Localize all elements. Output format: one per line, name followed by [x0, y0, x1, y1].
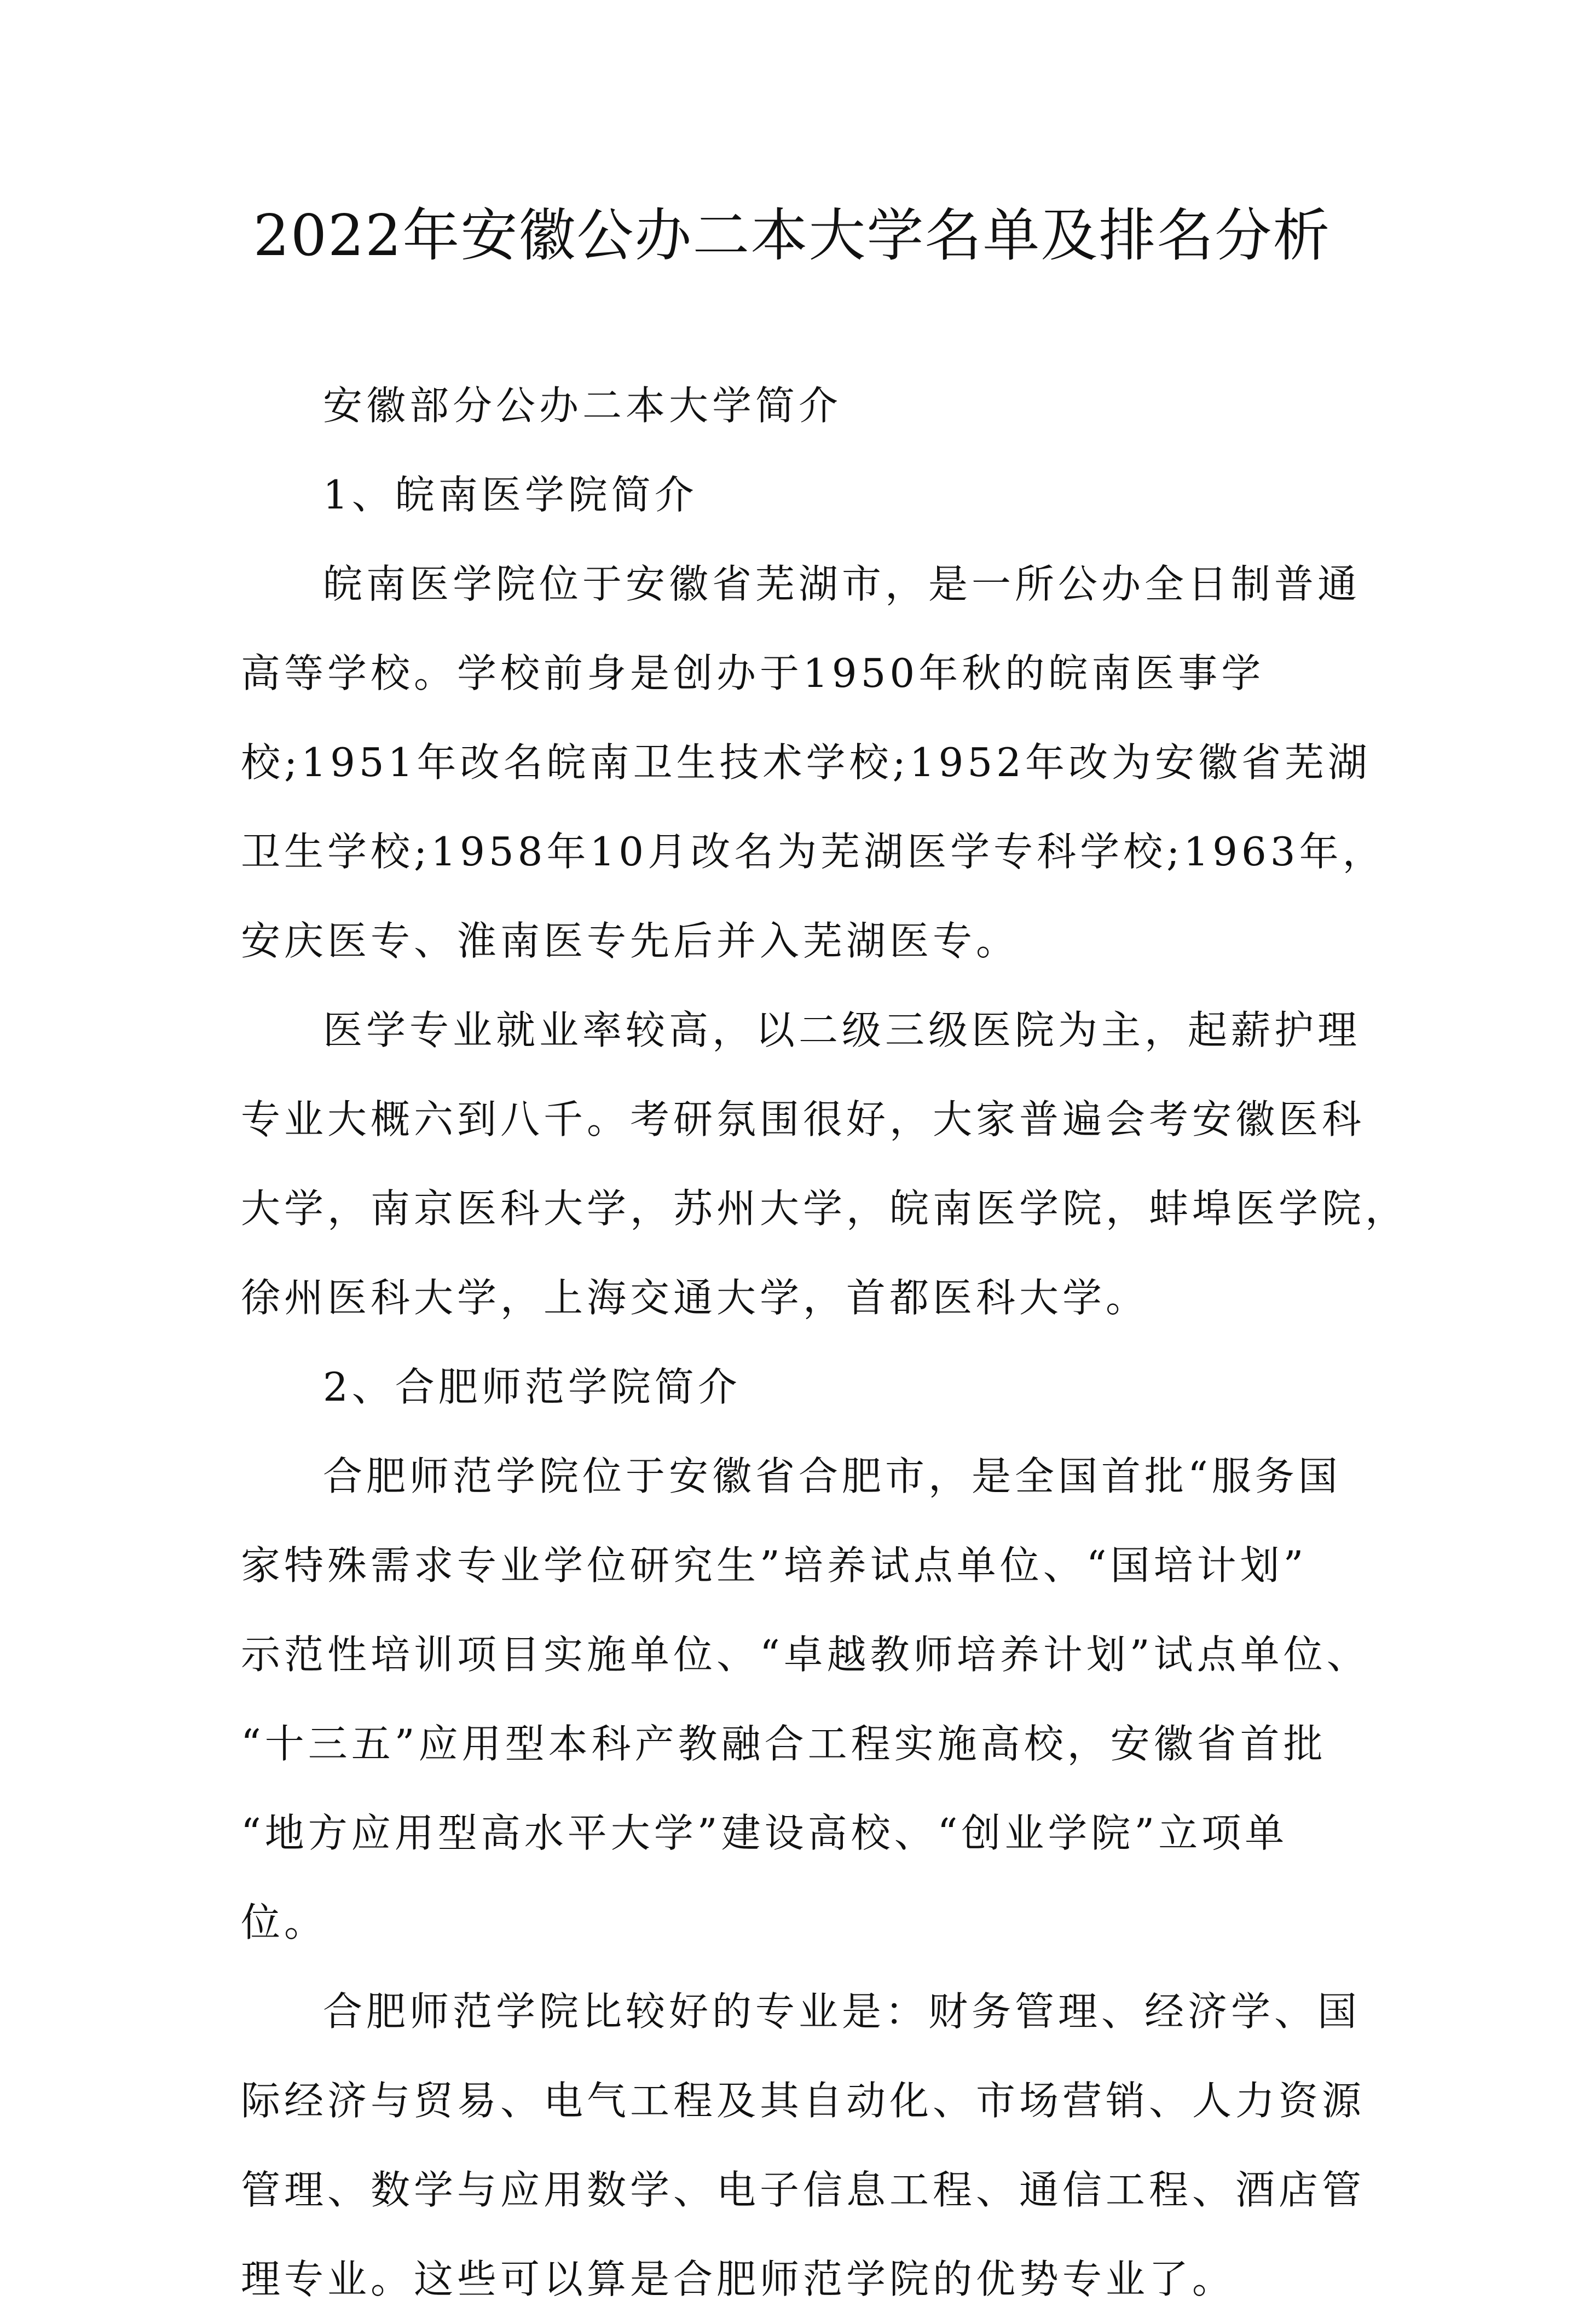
- text-line: 专业大概六到八千。考研氛围很好，大家普遍会考安徽医科: [241, 1096, 1366, 1142]
- text-line: 大学，南京医科大学，苏州大学，皖南医学院，蚌埠医学院，: [241, 1186, 1409, 1232]
- text-line: 理专业。这些可以算是合肥师范学院的优势专业了。: [241, 2256, 1236, 2302]
- document-body: [241, 361, 1409, 2324]
- paragraph-intro-heading: [241, 361, 1346, 450]
- text-line: 家特殊需求专业学位研究生”培养试点单位、“国培计划”: [241, 1542, 1308, 1588]
- paragraph-section-2-p1: [241, 1432, 1370, 1967]
- paragraph-section-1-p2: [241, 986, 1409, 1343]
- text-line: 皖南医学院位于安徽省芜湖市，是一所公办全日制普通: [323, 561, 1361, 607]
- text-line: 合肥师范学院位于安徽省合肥市，是全国首批“服务国: [323, 1453, 1342, 1499]
- text-line: 际经济与贸易、电气工程及其自动化、市场营销、人力资源: [241, 2078, 1366, 2124]
- paragraph-section-1-p1: [241, 540, 1386, 986]
- text-line: 高等学校。学校前身是创办于1950年秋的皖南医事学: [241, 650, 1265, 696]
- text-line: 位。: [241, 1899, 328, 1945]
- text-line: 安徽部分公办二本大学简介: [323, 383, 842, 429]
- text-line: 示范性培训项目实施单位、“卓越教师培养计划”试点单位、: [241, 1632, 1370, 1678]
- paragraph-section-2-heading: [241, 1343, 1346, 1432]
- text-line: 1、皖南医学院简介: [323, 472, 698, 518]
- text-line: 安庆医专、淮南医专先后并入芜湖医专。: [241, 918, 1020, 964]
- text-line: 校;1951年改名皖南卫生技术学校;1952年改为安徽省芜湖: [241, 739, 1371, 785]
- text-line: 合肥师范学院比较好的专业是：财务管理、经济学、国: [323, 1988, 1361, 2034]
- paragraph-section-2-p2: [241, 1967, 1366, 2324]
- text-line: “十三五”应用型本科产教融合工程实施高校，安徽省首批: [241, 1721, 1327, 1767]
- text-line: 管理、数学与应用数学、电子信息工程、通信工程、酒店管: [241, 2167, 1366, 2213]
- text-line: 2、合肥师范学院简介: [323, 1364, 741, 1410]
- text-line: 卫生学校;1958年10月改名为芜湖医学专科学校;1963年，: [241, 829, 1386, 875]
- document-title: 2022年安徽公办二本大学名单及排名分析: [253, 202, 1331, 269]
- text-line: 徐州医科大学，上海交通大学，首都医科大学。: [241, 1275, 1149, 1321]
- text-line: “地方应用型高水平大学”建设高校、“创业学院”立项单: [241, 1810, 1288, 1856]
- paragraph-section-1-heading: [241, 450, 1346, 540]
- text-line: 医学专业就业率较高，以二级三级医院为主，起薪护理: [323, 1007, 1361, 1053]
